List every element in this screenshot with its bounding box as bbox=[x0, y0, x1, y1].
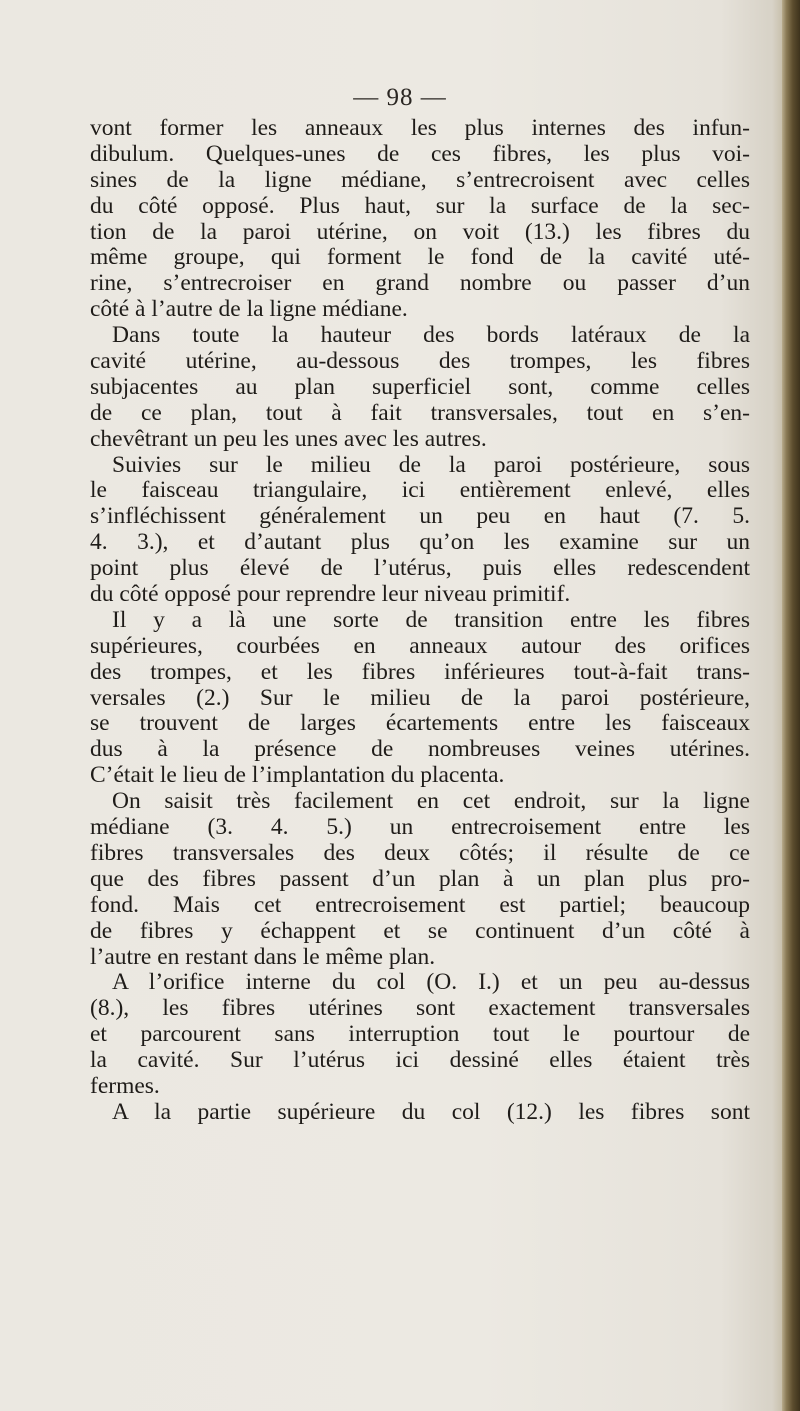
text-line: supérieures, courbées en anneaux autour des orifices bbox=[90, 633, 750, 659]
text-line: du côté opposé pour reprendre leur niveau primitif. bbox=[90, 582, 571, 608]
text-line: du côté opposé. Plus haut, sur la surface de la sec- bbox=[90, 193, 750, 219]
text-line: côté à l’autre de la ligne médiane. bbox=[90, 297, 408, 323]
text-line: l’autre en restant dans le même plan. bbox=[90, 944, 436, 970]
page-number: — 98 — bbox=[353, 84, 447, 111]
text-line: chevêtrant un peu les unes avec les autres. bbox=[90, 426, 487, 452]
text-line: se trouvent de larges écartements entre les faisceaux bbox=[90, 711, 750, 737]
text-line: C’était le lieu de l’implantation du placenta. bbox=[90, 763, 505, 789]
text-line: que des fibres passent d’un plan à un plan plus pro- bbox=[90, 866, 750, 892]
text-line: cavité utérine, au-dessous des trompes, les fibres bbox=[90, 349, 750, 375]
text-line: de ce plan, tout à fait transversales, tout en s’en- bbox=[90, 400, 750, 426]
text-line: 4. 3.), et d’autant plus qu’on les examine sur un bbox=[90, 530, 750, 556]
text-line: dus à la présence de nombreuses veines utérines. bbox=[90, 737, 750, 763]
book-binding-edge bbox=[782, 0, 800, 1411]
text-line: vont former les anneaux les plus internes des infun- bbox=[90, 116, 750, 141]
text-line: Suivies sur le milieu de la paroi postérieure, sous bbox=[112, 452, 750, 478]
text-line: fibres transversales des deux côtés; il résulte de ce bbox=[90, 840, 750, 866]
text-line: subjacentes au plan superficiel sont, comme celles bbox=[90, 374, 750, 400]
text-line: point plus élevé de l’utérus, puis elles redescendent bbox=[90, 556, 750, 582]
text-line: On saisit très facilement en cet endroit, sur la ligne bbox=[112, 789, 750, 815]
body-text bbox=[90, 116, 750, 1126]
text-line: le faisceau triangulaire, ici entièrement enlevé, elles bbox=[90, 478, 750, 504]
text-line: et parcourent sans interruption tout le pourtour de bbox=[90, 1022, 750, 1048]
text-line: versales (2.) Sur le milieu de la paroi postérieure, bbox=[90, 685, 750, 711]
text-line: rine, s’entrecroiser en grand nombre ou passer d’un bbox=[90, 271, 750, 297]
text-line: des trompes, et les fibres inférieures tout-à-fait trans- bbox=[90, 659, 750, 685]
text-line: Il y a là une sorte de transition entre les fibres bbox=[112, 607, 750, 633]
text-line: la cavité. Sur l’utérus ici dessiné elles étaient très bbox=[90, 1048, 750, 1074]
page-edge-shadow bbox=[772, 0, 782, 1411]
text-line: dibulum. Quelques-unes de ces fibres, les plus voi- bbox=[90, 141, 750, 167]
text-line: s’infléchissent généralement un peu en haut (7. 5. bbox=[90, 504, 750, 530]
text-line: fermes. bbox=[90, 1073, 160, 1099]
text-line: tion de la paroi utérine, on voit (13.) les fibres du bbox=[90, 219, 750, 245]
text-line: fond. Mais cet entrecroisement est partiel; beaucoup bbox=[90, 892, 750, 918]
text-line: médiane (3. 4. 5.) un entrecroisement entre les bbox=[90, 815, 750, 841]
text-line: de fibres y échappent et se continuent d’un côté à bbox=[90, 918, 750, 944]
text-line: (8.), les fibres utérines sont exactement transversales bbox=[90, 996, 750, 1022]
text-line: A l’orifice interne du col (O. I.) et un peu au-dessus bbox=[112, 970, 750, 996]
text-line: sines de la ligne médiane, s’entrecroisent avec celles bbox=[90, 167, 750, 193]
text-line: Dans toute la hauteur des bords latéraux de la bbox=[112, 323, 750, 349]
text-line: A la partie supérieure du col (12.) les fibres sont bbox=[112, 1099, 750, 1125]
text-line: même groupe, qui forment le fond de la cavité uté- bbox=[90, 245, 750, 271]
